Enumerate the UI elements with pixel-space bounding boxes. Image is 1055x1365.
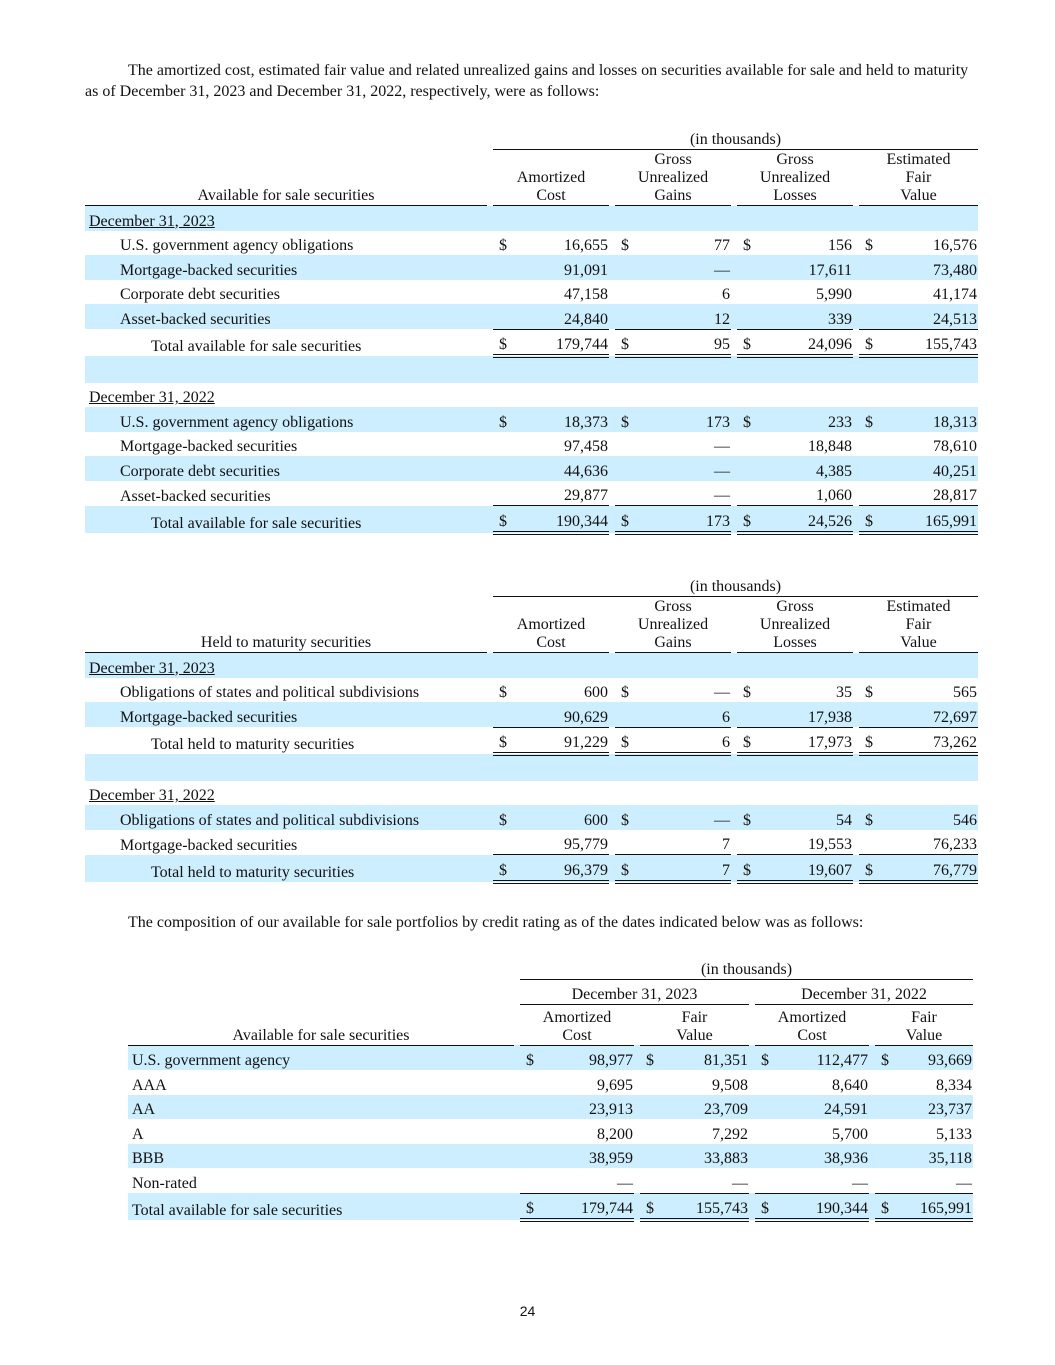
table-row xyxy=(85,481,978,506)
cell-value: 190,344 xyxy=(775,1193,869,1220)
total-row xyxy=(85,329,978,356)
currency-symbol: $ xyxy=(743,237,751,254)
cell-value: 165,991 xyxy=(879,506,978,533)
cell-value: 76,233 xyxy=(933,836,978,853)
cell-value: 81,351 xyxy=(660,1045,749,1070)
cell-value: 72,697 xyxy=(879,702,978,727)
currency-symbol: $ xyxy=(493,506,513,533)
column-header: Gross Unrealized Gains xyxy=(615,596,731,653)
cell-value: 24,526 xyxy=(757,506,853,533)
cell-value: 190,344 xyxy=(513,506,609,533)
row-label: U.S. government agency obligations xyxy=(85,407,487,432)
cell-value: 29,877 xyxy=(564,487,608,504)
cell-value: 9,508 xyxy=(712,1076,748,1094)
row-label: Obligations of states and political subdivisions xyxy=(85,805,487,830)
cell-value: 6 xyxy=(722,286,730,303)
composition-paragraph: The composition of our available for sale portfolios by credit rating as of the dates indicated below was as follows: xyxy=(128,914,864,931)
column-header: Gross Unrealized Losses xyxy=(737,596,853,653)
row-label: Non-rated xyxy=(132,1175,197,1192)
currency-symbol: $ xyxy=(737,329,757,356)
total-row xyxy=(85,855,978,882)
currency-symbol xyxy=(640,1070,660,1095)
currency-symbol: $ xyxy=(743,684,751,701)
currency-symbol xyxy=(859,304,879,329)
cell-value: 155,743 xyxy=(879,329,978,356)
cell-value: 95 xyxy=(635,329,731,356)
cell-value: 95,779 xyxy=(564,836,608,853)
currency-symbol xyxy=(520,1070,540,1095)
table-row xyxy=(128,1144,973,1169)
cell-value: 339 xyxy=(757,304,853,329)
cell-value: 17,611 xyxy=(757,255,853,280)
row-label: Asset-backed securities xyxy=(85,304,487,329)
cell-value: 1,060 xyxy=(816,487,852,504)
page-number: 24 xyxy=(519,1303,536,1319)
cell-value: 54 xyxy=(757,805,853,830)
row-label: Obligations of states and political subdivisions xyxy=(120,684,420,701)
currency-symbol: $ xyxy=(640,1193,660,1220)
cell-value: 33,883 xyxy=(660,1144,749,1169)
cell-value: 19,607 xyxy=(757,855,853,882)
cell-value: 6 xyxy=(635,702,731,727)
currency-symbol xyxy=(493,280,513,305)
currency-symbol xyxy=(755,1144,775,1169)
table-row xyxy=(128,1119,973,1144)
row-label: Mortgage-backed securities xyxy=(85,255,487,280)
currency-symbol: $ xyxy=(875,1193,895,1220)
currency-symbol: $ xyxy=(859,407,879,432)
currency-symbol: $ xyxy=(499,684,507,701)
currency-symbol xyxy=(615,456,635,481)
currency-symbol xyxy=(493,432,513,457)
cell-value: 112,477 xyxy=(775,1045,869,1070)
currency-symbol xyxy=(875,1144,895,1169)
currency-symbol xyxy=(875,1168,895,1193)
table-row xyxy=(128,1095,973,1120)
currency-symbol xyxy=(615,481,635,506)
currency-symbol xyxy=(859,481,879,506)
row-label: U.S. government agency xyxy=(128,1045,514,1070)
table-row xyxy=(85,280,978,305)
cell-value: — xyxy=(714,487,730,504)
cell-value: — xyxy=(714,438,730,455)
currency-symbol: $ xyxy=(493,329,513,356)
currency-symbol: $ xyxy=(737,855,757,882)
currency-symbol xyxy=(640,1119,660,1144)
cell-value: 44,636 xyxy=(513,456,609,481)
cell-value: 8,200 xyxy=(597,1125,633,1143)
currency-symbol: $ xyxy=(520,1045,540,1070)
currency-symbol: $ xyxy=(859,329,879,356)
currency-symbol: $ xyxy=(621,684,629,701)
table-title: Held to maturity securities xyxy=(85,596,487,653)
cell-value: — xyxy=(617,1174,633,1192)
currency-symbol xyxy=(875,1070,895,1095)
table-row xyxy=(85,231,978,256)
row-label: Mortgage-backed securities xyxy=(85,702,487,727)
row-label: AA xyxy=(128,1095,514,1120)
cell-value: 24,513 xyxy=(879,304,978,329)
currency-symbol xyxy=(615,702,635,727)
cell-value: 35,118 xyxy=(895,1144,973,1169)
currency-symbol: $ xyxy=(755,1193,775,1220)
cell-value: 16,576 xyxy=(933,237,978,254)
table-title: Available for sale securities xyxy=(85,149,487,206)
htm-securities-table xyxy=(85,571,978,884)
cell-value: 18,848 xyxy=(808,438,852,455)
currency-symbol: $ xyxy=(640,1045,660,1070)
cell-value: 179,744 xyxy=(540,1193,634,1220)
column-header: Gross Unrealized Losses xyxy=(737,149,853,206)
row-label: A xyxy=(132,1125,144,1143)
credit-rating-table xyxy=(128,954,973,1222)
currency-symbol xyxy=(615,280,635,305)
currency-symbol: $ xyxy=(493,407,513,432)
currency-symbol xyxy=(520,1119,540,1144)
currency-symbol xyxy=(737,304,757,329)
column-header: Estimated Fair Value xyxy=(859,596,978,653)
period-header: December 31, 2023 xyxy=(520,979,749,1005)
currency-symbol: $ xyxy=(499,237,507,254)
currency-symbol xyxy=(520,1144,540,1169)
currency-symbol: $ xyxy=(865,237,873,254)
currency-symbol xyxy=(615,255,635,280)
currency-symbol xyxy=(493,456,513,481)
currency-symbol xyxy=(615,830,635,855)
cell-value: 5,700 xyxy=(832,1125,868,1143)
cell-value: 7 xyxy=(722,836,730,853)
currency-symbol xyxy=(737,255,757,280)
cell-value: 546 xyxy=(879,805,978,830)
column-header: Amortized Cost xyxy=(755,1005,869,1046)
currency-symbol: $ xyxy=(859,855,879,882)
column-header: Amortized Cost xyxy=(493,596,609,653)
cell-value: 97,458 xyxy=(564,438,608,455)
currency-symbol xyxy=(755,1119,775,1144)
row-label: AAA xyxy=(132,1076,167,1094)
cell-value: 173 xyxy=(635,506,731,533)
currency-symbol: $ xyxy=(859,805,879,830)
currency-symbol xyxy=(640,1168,660,1193)
cell-value: 73,262 xyxy=(879,727,978,754)
currency-symbol: $ xyxy=(615,407,635,432)
row-label: U.S. government agency obligations xyxy=(120,237,354,254)
table-row xyxy=(85,830,978,855)
cell-value: 91,091 xyxy=(513,255,609,280)
cell-value: 38,936 xyxy=(775,1144,869,1169)
cell-value: 24,591 xyxy=(775,1095,869,1120)
currency-symbol: $ xyxy=(493,727,513,754)
cell-value: 77 xyxy=(714,237,730,254)
currency-symbol: $ xyxy=(859,727,879,754)
table-row xyxy=(85,407,978,432)
section-date: December 31, 2023 xyxy=(85,206,487,231)
cell-value: 18,373 xyxy=(513,407,609,432)
cell-value: 179,744 xyxy=(513,329,609,356)
currency-symbol: $ xyxy=(865,684,873,701)
row-label: Total available for sale securities xyxy=(85,506,487,533)
cell-value: 5,133 xyxy=(936,1125,973,1143)
cell-value: 98,977 xyxy=(540,1045,634,1070)
currency-symbol xyxy=(493,702,513,727)
cell-value: 78,610 xyxy=(933,438,978,455)
cell-value: 23,709 xyxy=(660,1095,749,1120)
table-row xyxy=(128,1168,973,1193)
cell-value: — xyxy=(852,1174,868,1192)
currency-symbol xyxy=(859,255,879,280)
total-row xyxy=(85,506,978,533)
cell-value: 173 xyxy=(635,407,731,432)
row-label: Mortgage-backed securities xyxy=(120,836,298,854)
cell-value: 23,913 xyxy=(540,1095,634,1120)
cell-value: 9,695 xyxy=(597,1076,633,1094)
cell-value: 19,553 xyxy=(808,836,852,853)
currency-symbol: $ xyxy=(615,855,635,882)
cell-value: — xyxy=(635,456,731,481)
column-header: Estimated Fair Value xyxy=(859,149,978,206)
currency-symbol xyxy=(755,1070,775,1095)
cell-value: 4,385 xyxy=(757,456,853,481)
cell-value: — xyxy=(956,1174,973,1192)
currency-symbol xyxy=(755,1095,775,1120)
cell-value: 8,640 xyxy=(832,1076,868,1094)
cell-value: 12 xyxy=(635,304,731,329)
table-row xyxy=(85,432,978,457)
currency-symbol: $ xyxy=(737,506,757,533)
currency-symbol xyxy=(737,830,757,855)
cell-value: 233 xyxy=(757,407,853,432)
table-row xyxy=(85,255,978,280)
cell-value: 35 xyxy=(836,684,852,701)
cell-value: 155,743 xyxy=(660,1193,749,1220)
table-row xyxy=(85,805,978,830)
cell-value: — xyxy=(635,805,731,830)
currency-symbol xyxy=(493,304,513,329)
cell-value: 16,655 xyxy=(564,237,608,254)
column-header: Fair Value xyxy=(875,1005,973,1046)
currency-symbol xyxy=(493,830,513,855)
currency-symbol: $ xyxy=(615,506,635,533)
row-label: Asset-backed securities xyxy=(120,487,271,505)
row-label: Mortgage-backed securities xyxy=(120,438,298,455)
currency-symbol xyxy=(493,255,513,280)
intro-paragraph: The amortized cost, estimated fair value and related unrealized gains and losses on securities available for sale and held to maturity as of December 31, 2023 and December 31, 2022, respectively, were as follows: xyxy=(85,62,969,100)
cell-value: 90,629 xyxy=(513,702,609,727)
currency-symbol: $ xyxy=(615,727,635,754)
currency-symbol xyxy=(520,1095,540,1120)
currency-symbol xyxy=(493,481,513,506)
row-label: BBB xyxy=(128,1144,514,1169)
cell-value: — xyxy=(635,255,731,280)
cell-value: 38,959 xyxy=(540,1144,634,1169)
units-label: (in thousands) xyxy=(520,954,973,979)
section-date: December 31, 2022 xyxy=(89,389,215,406)
cell-value: — xyxy=(714,684,730,701)
currency-symbol: $ xyxy=(615,805,635,830)
row-label: Total held to maturity securities xyxy=(151,736,355,753)
table-row xyxy=(85,304,978,329)
currency-symbol xyxy=(859,702,879,727)
currency-symbol xyxy=(737,702,757,727)
units-label: (in thousands) xyxy=(493,124,978,149)
cell-value: 91,229 xyxy=(513,727,609,754)
afs-securities-table xyxy=(85,124,978,535)
cell-value: 7,292 xyxy=(712,1125,748,1143)
currency-symbol xyxy=(859,456,879,481)
cell-value: 23,737 xyxy=(895,1095,973,1120)
currency-symbol xyxy=(640,1095,660,1120)
currency-symbol: $ xyxy=(737,805,757,830)
currency-symbol xyxy=(737,481,757,506)
currency-symbol: $ xyxy=(615,329,635,356)
currency-symbol xyxy=(737,432,757,457)
currency-symbol: $ xyxy=(737,727,757,754)
row-label: Corporate debt securities xyxy=(85,456,487,481)
currency-symbol: $ xyxy=(520,1193,540,1220)
cell-value: 8,334 xyxy=(936,1076,973,1094)
cell-value: 40,251 xyxy=(879,456,978,481)
table-row xyxy=(128,1045,973,1070)
currency-symbol: $ xyxy=(493,805,513,830)
total-row xyxy=(128,1193,973,1220)
cell-value: 165,991 xyxy=(895,1193,973,1220)
row-label: Total held to maturity securities xyxy=(85,855,487,882)
table-row xyxy=(85,702,978,727)
cell-value: 93,669 xyxy=(895,1045,973,1070)
cell-value: 6 xyxy=(635,727,731,754)
column-header: Gross Unrealized Gains xyxy=(615,149,731,206)
cell-value: 156 xyxy=(828,237,852,254)
table-row xyxy=(85,456,978,481)
table-row xyxy=(85,678,978,703)
cell-value: 17,973 xyxy=(757,727,853,754)
cell-value: 47,158 xyxy=(564,286,608,303)
currency-symbol xyxy=(615,304,635,329)
section-date: December 31, 2022 xyxy=(89,787,215,804)
table-title: Available for sale securities xyxy=(128,1005,514,1046)
currency-symbol xyxy=(875,1119,895,1144)
period-header: December 31, 2022 xyxy=(755,979,973,1005)
cell-value: 565 xyxy=(953,684,978,701)
cell-value: 600 xyxy=(584,684,608,701)
cell-value: 600 xyxy=(513,805,609,830)
currency-symbol: $ xyxy=(755,1045,775,1070)
currency-symbol xyxy=(520,1168,540,1193)
cell-value: 28,817 xyxy=(933,487,978,504)
currency-symbol: $ xyxy=(493,855,513,882)
cell-value: 76,779 xyxy=(879,855,978,882)
section-date: December 31, 2023 xyxy=(85,653,487,678)
currency-symbol xyxy=(859,432,879,457)
cell-value: 24,840 xyxy=(513,304,609,329)
row-label: Total available for sale securities xyxy=(151,338,362,355)
units-label: (in thousands) xyxy=(493,571,978,596)
row-label: Total available for sale securities xyxy=(128,1193,514,1220)
column-header: Amortized Cost xyxy=(493,149,609,206)
cell-value: 96,379 xyxy=(513,855,609,882)
currency-symbol xyxy=(737,456,757,481)
cell-value: 7 xyxy=(635,855,731,882)
table-row xyxy=(128,1070,973,1095)
cell-value: 18,313 xyxy=(879,407,978,432)
cell-value: 5,990 xyxy=(816,286,852,303)
currency-symbol xyxy=(755,1168,775,1193)
currency-symbol: $ xyxy=(859,506,879,533)
column-header: Fair Value xyxy=(640,1005,749,1046)
currency-symbol: $ xyxy=(737,407,757,432)
currency-symbol xyxy=(737,280,757,305)
cell-value: 24,096 xyxy=(757,329,853,356)
currency-symbol xyxy=(640,1144,660,1169)
currency-symbol xyxy=(875,1095,895,1120)
cell-value: 73,480 xyxy=(879,255,978,280)
column-header: Amortized Cost xyxy=(520,1005,634,1046)
currency-symbol xyxy=(615,432,635,457)
total-row xyxy=(85,727,978,754)
cell-value: 17,938 xyxy=(757,702,853,727)
cell-value: 41,174 xyxy=(933,286,978,303)
currency-symbol: $ xyxy=(621,237,629,254)
row-label: Corporate debt securities xyxy=(120,286,280,303)
cell-value: — xyxy=(732,1174,748,1192)
currency-symbol: $ xyxy=(875,1045,895,1070)
currency-symbol xyxy=(859,830,879,855)
currency-symbol xyxy=(859,280,879,305)
